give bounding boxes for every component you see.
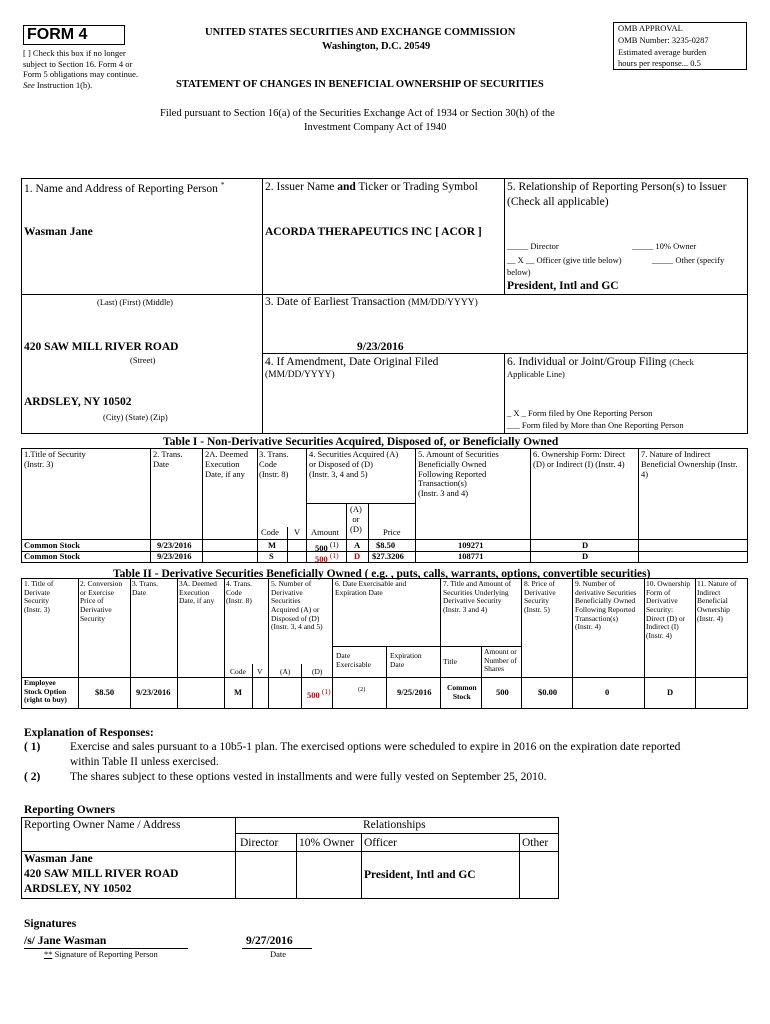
t1-r1-form: D <box>582 540 589 550</box>
t2-h11: 11. Nature of Indirect Beneficial Ownership (Instr. 4) <box>697 579 737 623</box>
signatures-heading: Signatures <box>24 918 77 930</box>
t1-h1: 1.Title of Security (Instr. 3) <box>24 449 86 469</box>
t2-h1: 1. Title of Derivate Security (Instr. 3) <box>24 579 54 614</box>
issuer-value: ACORDA THERAPEUTICS INC [ ACOR ] <box>265 226 482 238</box>
t2-r1-und-amount: 500 <box>496 687 509 697</box>
reporting-person-name: Wasman Jane <box>24 226 93 238</box>
t1-sub-amount: Amount <box>311 527 339 537</box>
omb-approval: OMB APPROVAL <box>618 23 683 33</box>
t2-r1-d-amount: 500 $^{(1)}$ <box>307 687 331 700</box>
t2-sub-code: Code <box>230 667 246 676</box>
agency-address: Washington, D.C. 20549 <box>322 41 431 52</box>
form-title: FORM 4 <box>27 26 88 43</box>
owners-col-officer: Officer <box>364 837 397 849</box>
omb-burden: Estimated average burden <box>618 47 707 57</box>
relationship-label: 5. Relationship of Reporting Person(s) to Issuer <box>507 181 727 193</box>
t1-h5: 5. Amount of Securities Beneficially Owned Following Reported Transaction(s) (Instr. 3 and 4) <box>418 449 499 499</box>
owner-city: ARDSLEY, NY 10502 <box>24 883 132 895</box>
footnote-1-text-b: within Table II unless exercised. <box>70 756 219 768</box>
t1-r1-owned: 109271 <box>458 540 484 550</box>
divider <box>301 664 302 709</box>
other-below: below) <box>507 267 531 277</box>
filing-type-label: 6. Individual or Joint/Group Filing (Check <box>507 356 694 368</box>
t2-h4: 4. Trans. Code (Instr. 8) <box>226 579 253 606</box>
divider <box>332 578 333 709</box>
reporting-person-city: ARDSLEY, NY 10502 <box>24 396 132 408</box>
no-longer-subject-checkbox[interactable] <box>23 48 151 91</box>
t1-r2-code: S <box>269 551 274 561</box>
divider <box>287 527 288 563</box>
t2-sub-a: (A) <box>280 667 291 676</box>
signature-name: /s/ Jane Wasman <box>24 935 107 947</box>
divider <box>21 294 748 295</box>
footnote-2-number: ( 2) <box>24 771 41 783</box>
table2-title: Table II - Derivative Securities Beneficially Owned ( e.g. , puts, calls, warrants, options, convertible securities) <box>113 568 651 580</box>
t1-sub-ad: (A) or (D) <box>350 504 362 534</box>
checkbox-text: [ ] Check this box if no longer subject to Section 16. Form 4 or Form 5 obligations may continue. <box>23 48 138 80</box>
t1-sub-price: Price <box>383 527 401 537</box>
owner-street: 420 SAW MILL RIVER ROAD <box>24 868 179 880</box>
divider <box>78 578 79 709</box>
t2-h8: 8. Price of Derivative Security (Instr. 5) <box>524 579 556 614</box>
footnote-1-number: ( 1) <box>24 741 41 753</box>
omb-hours: hours per response... 0.5 <box>618 58 701 68</box>
footnote-1-text-a: Exercise and sales pursuant to a 10b5-1 plan. The exercised options were scheduled to expire in 2016 on the expiration date reported <box>70 741 681 753</box>
t1-r2-amount: 500 $^{(1)}$ <box>315 551 339 564</box>
divider <box>296 833 297 899</box>
omb-number: OMB Number: 3235-0287 <box>618 35 709 45</box>
group-option[interactable]: ___ Form filed by More than One Reporting Person <box>507 420 684 430</box>
filed-pursuant-line2: Investment Company Act of 1940 <box>304 122 447 133</box>
owner-officer-title: President, Intl and GC <box>364 869 476 881</box>
divider <box>481 646 482 709</box>
earliest-transaction-date: 9/23/2016 <box>357 341 404 353</box>
ten-pct-owner-option[interactable]: _____ 10% Owner <box>632 241 697 251</box>
t2-h2: 2. Conversion or Exercise Price of Derivative Security <box>80 579 123 623</box>
instruction-text: Instruction 1(b). <box>36 79 93 90</box>
divider <box>262 353 748 354</box>
t2-r1-code: M <box>234 687 243 697</box>
t1-h4: 4. Securities Acquired (A) or Disposed of (D) (Instr. 3, 4 and 5) <box>309 449 399 479</box>
t1-sub-v: V <box>294 527 301 537</box>
divider <box>530 448 531 563</box>
t1-r1-ad: A <box>354 540 361 550</box>
t1-h2: 2. Trans. Date <box>153 449 183 469</box>
t2-h3a: 3A. Deemed Execution Date, if any <box>179 579 217 606</box>
t1-h7: 7. Nature of Indirect Beneficial Ownership (Instr. 4) <box>641 450 738 479</box>
t1-r2-ad: D <box>354 551 361 561</box>
t2-r1-price: $8.50 <box>95 687 115 697</box>
t2-r1-exercisable-fn: (2) <box>358 686 366 693</box>
signature-caption: ** Signature of Reporting Person <box>44 949 158 959</box>
owners-col-ten-pct: 10% Owner <box>299 837 355 849</box>
t2-h10: 10. Ownership Form of Derivative Security: Direct (D) or Indirect (I) (Instr. 4) <box>646 579 691 640</box>
divider <box>252 664 253 709</box>
divider <box>235 833 559 834</box>
reporting-person-label: 1. Name and Address of Reporting Person * <box>24 180 225 195</box>
statement-title: STATEMENT OF CHANGES IN BENEFICIAL OWNERSHIP OF SECURITIES <box>176 79 544 90</box>
divider <box>504 353 505 434</box>
t2-r1-und-title: Common Stock <box>447 683 477 701</box>
officer-title: President, Intl and GC <box>507 280 619 292</box>
officer-option[interactable]: __ X __ Officer (give title below) <box>507 255 622 265</box>
t2-h9: 9. Number of derivative Securities Beneficially Owned Following Reported Transaction(s) (Instr. 4) <box>575 579 637 632</box>
divider <box>150 448 151 563</box>
t1-r2-owned: 108771 <box>458 551 484 561</box>
divider <box>695 578 696 709</box>
amendment-label: 4. If Amendment, Date Original Filed <box>265 356 439 368</box>
divider <box>306 448 307 563</box>
t1-r2-title: Common Stock <box>24 551 80 561</box>
divider <box>346 503 347 563</box>
t1-r1-amount: 500 $^{(1)}$ <box>315 540 339 553</box>
divider <box>262 178 263 434</box>
filed-pursuant-line1: Filed pursuant to Section 16(a) of the Securities Exchange Act of 1934 or Section 30(h) of the <box>160 108 555 119</box>
t2-h6: 6. Date Exercisable and Expiration Date <box>335 579 407 597</box>
name-caption: (Last) (First) (Middle) <box>97 297 174 307</box>
director-option[interactable]: _____ Director <box>507 241 559 251</box>
divider <box>519 833 520 899</box>
divider <box>177 578 178 709</box>
divider <box>572 578 573 709</box>
divider <box>644 578 645 709</box>
owners-col-other: Other <box>522 837 549 849</box>
t1-sub-code: Code <box>261 527 279 537</box>
reporting-owners-heading: Reporting Owners <box>24 804 116 816</box>
divider <box>268 578 269 709</box>
one-person-option[interactable]: _ X _ Form filed by One Reporting Person <box>507 408 653 418</box>
divider <box>361 833 362 899</box>
date-caption: Date <box>270 949 287 959</box>
divider <box>202 448 203 563</box>
reporting-person-street: 420 SAW MILL RIVER ROAD <box>24 341 179 353</box>
owners-col-relationships: Relationships <box>363 819 426 831</box>
footnote-2-text: The shares subject to these options vested in installments and were fully vested on September 25, 2010. <box>70 771 547 783</box>
explanation-heading: Explanation of Responses: <box>24 727 154 739</box>
city-caption: (City) (State) (Zip) <box>103 412 168 422</box>
earliest-transaction-label: 3. Date of Earliest Transaction (MM/DD/YYYY) <box>265 296 478 308</box>
t1-r1-date: 9/23/2016 <box>157 540 192 550</box>
divider <box>638 448 639 563</box>
t1-r2-date: 9/23/2016 <box>157 551 192 561</box>
t1-h3: 3. Trans. Code (Instr. 8) <box>259 449 289 479</box>
t1-r1-code: M <box>268 540 277 550</box>
divider <box>257 448 258 563</box>
divider <box>504 178 505 294</box>
t2-sub-amount: Amount or Number of Shares <box>484 647 517 674</box>
t1-r2-form: D <box>582 551 589 561</box>
t1-r1-price: $8.50 <box>376 540 396 550</box>
divider <box>521 578 522 709</box>
divider <box>235 817 236 899</box>
t2-r1-title: Employee Stock Option (right to buy) <box>24 678 67 705</box>
divider <box>130 578 131 709</box>
divider <box>21 851 559 852</box>
t1-r1-title: Common Stock <box>24 540 80 550</box>
owners-col-name: Reporting Owner Name / Address <box>24 819 181 831</box>
t2-r1-date: 9/23/2016 <box>136 687 171 697</box>
divider <box>368 503 369 563</box>
t2-r1-form: D <box>667 687 674 697</box>
t2-r1-deriv-price: $0.00 <box>538 687 558 697</box>
t2-sub-title: Title <box>443 657 457 666</box>
see-text: See <box>23 79 35 90</box>
owner-name: Wasman Jane <box>24 853 93 865</box>
t2-r1-owned: 0 <box>605 687 610 697</box>
t1-h2a: 2A. Deemed Execution Date, if any <box>205 449 248 479</box>
other-option[interactable]: _____ Other (specify <box>652 255 725 265</box>
issuer-label: 2. Issuer Name and Ticker or Trading Symbol <box>265 181 478 193</box>
signature-date: 9/27/2016 <box>246 935 293 947</box>
divider <box>386 646 387 709</box>
divider <box>440 578 441 709</box>
t2-sub-d: (D) <box>312 667 323 676</box>
footnote-mark: * <box>220 180 225 189</box>
owners-col-director: Director <box>240 837 279 849</box>
t1-h6: 6. Ownership Form: Direct (D) or Indirect (I) (Instr. 4) <box>533 449 626 469</box>
t1-r2-price: $27.3206 <box>372 551 404 561</box>
divider <box>224 578 225 709</box>
relationship-label-2: (Check all applicable) <box>507 196 609 208</box>
filing-type-label-2: Applicable Line) <box>507 369 565 379</box>
agency-name: UNITED STATES SECURITIES AND EXCHANGE COMMISSION <box>205 27 516 38</box>
t2-sub-exercisable: Date Exercisable <box>336 651 371 669</box>
table1-title: Table I - Non-Derivative Securities Acquired, Disposed of, or Beneficially Owned <box>163 436 559 448</box>
divider <box>415 448 416 563</box>
t2-sub-v: V <box>257 667 263 676</box>
street-caption: (Street) <box>130 355 156 365</box>
t2-h5: 5. Number of Derivative Securities Acquired (A) or Disposed of (D) (Instr. 3, 4 and 5) <box>271 579 323 632</box>
amendment-format: (MM/DD/YYYY) <box>265 370 335 380</box>
t2-h7: 7. Title and Amount of Securities Underlying Derivative Security (Instr. 3 and 4) <box>443 579 512 614</box>
t2-r1-expiration: 9/25/2016 <box>397 687 432 697</box>
t2-h3: 3. Trans. Date <box>132 579 159 597</box>
t2-sub-expiration: Expiration Date <box>390 651 422 669</box>
